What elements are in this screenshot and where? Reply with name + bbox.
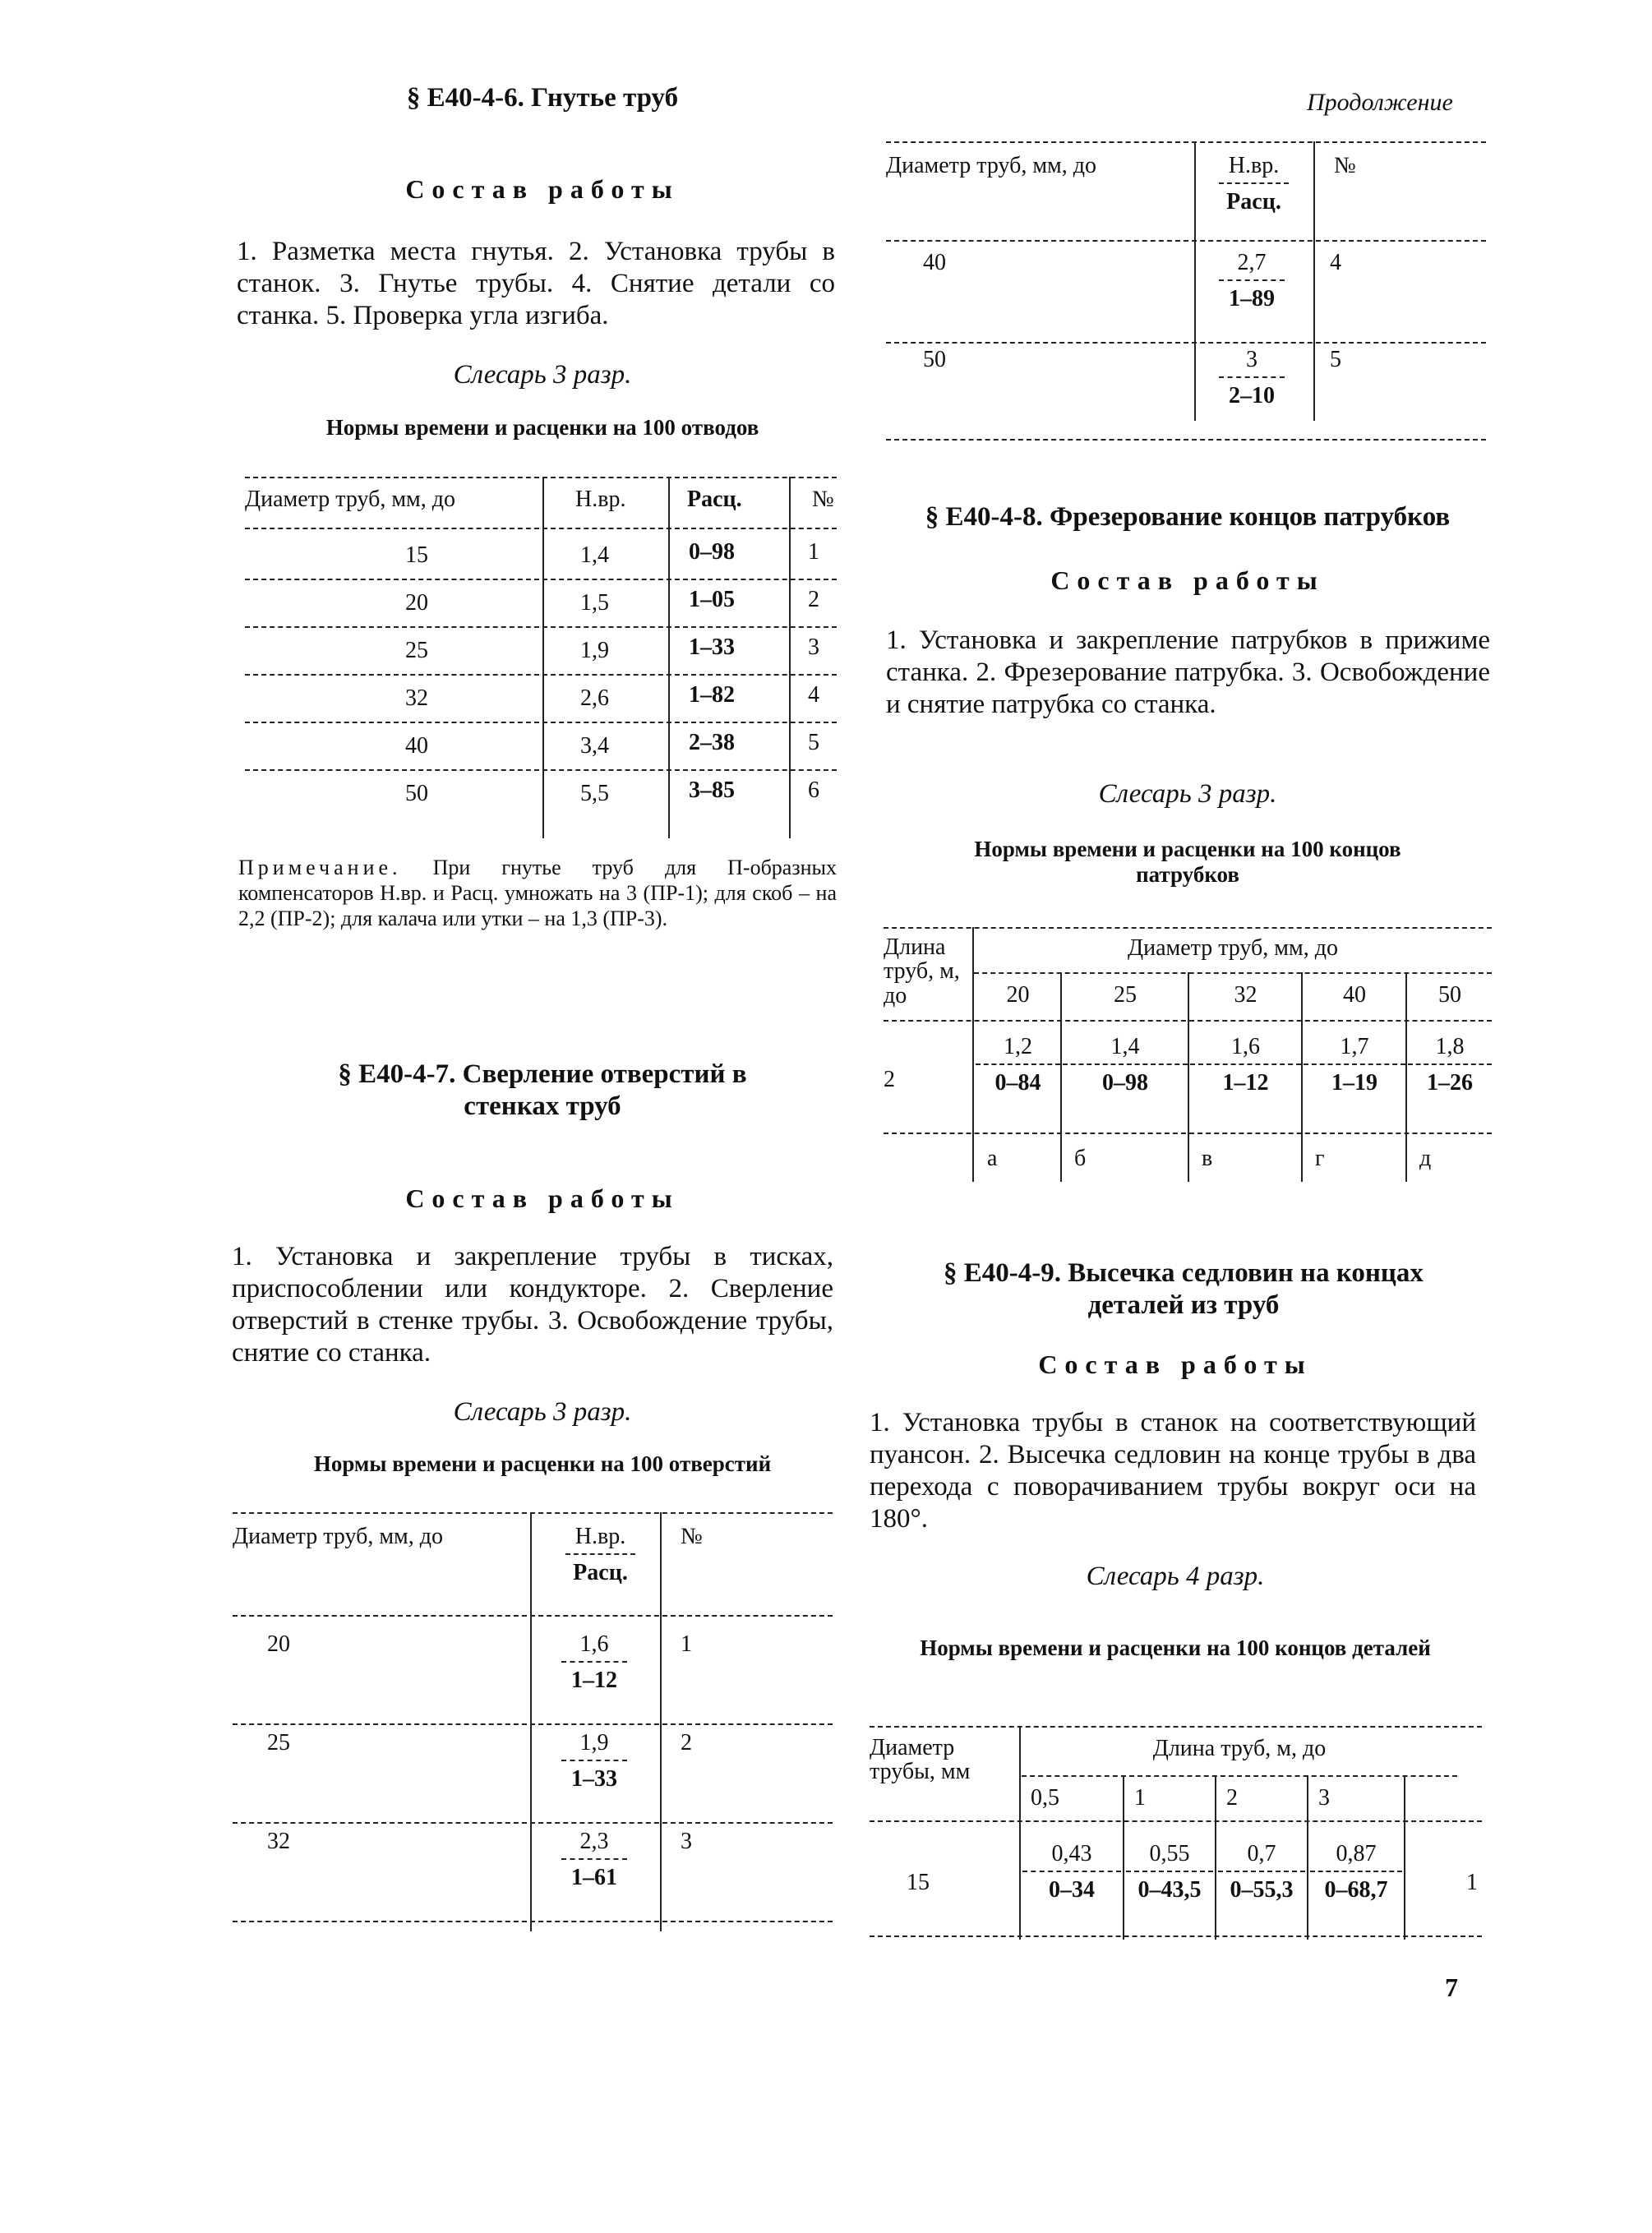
table-cell-hvr-rasc	[561, 1730, 627, 1792]
note-text: При гнутье труб для П-образных компенсаторов Н.вр. и Расц. умножать на 3 (ПР-1); для скоб – на 2,2 (ПР-2); для калача или утки – на 1,3 (ПР-3).	[238, 856, 837, 931]
hvr-value: 0,87	[1336, 1841, 1377, 1866]
col-letter: б	[1074, 1146, 1087, 1171]
hvr-rasc-header	[1219, 153, 1289, 215]
table-cell-num: 4	[1330, 250, 1341, 275]
section-7-worker: Слесарь 3 разр.	[453, 1397, 632, 1427]
table-cell-hvr-rasc	[1190, 1034, 1301, 1096]
table-cell-hvr: 1,4	[580, 542, 609, 568]
table-cell-diameter: 32	[267, 1829, 290, 1854]
group-header: Диаметр труб, мм, до	[1127, 935, 1338, 961]
table-cell-hvr-rasc	[1304, 1034, 1405, 1096]
col0-header: Диаметр трубы, мм	[870, 1735, 971, 1785]
table-cell-rasc: 1–33	[689, 634, 735, 660]
section-8-worker: Слесарь 3 разр.	[1098, 779, 1277, 809]
row-divider	[233, 1921, 833, 1922]
hvr-value: 0,55	[1149, 1841, 1190, 1866]
hvr-label: Н.вр.	[575, 1524, 626, 1549]
section-6-note	[238, 855, 837, 932]
table-cell-num: 5	[1330, 347, 1341, 372]
col-diameter-header: Диаметр труб, мм, до	[245, 487, 456, 512]
table-cell-hvr: 2,6	[580, 685, 609, 711]
table-cell-hvr-rasc	[1408, 1034, 1492, 1096]
section-9-title: § Е40-4-9. Высечка седловин на концах деталей из труб	[944, 1258, 1424, 1320]
row-divider	[886, 439, 1486, 441]
table-cell-num: 1	[681, 1631, 692, 1657]
table-cell-num: 3	[808, 634, 819, 660]
table-cell-rasc: 2–38	[689, 730, 735, 755]
table-cell-hvr-rasc	[1219, 347, 1285, 409]
table-cell-hvr: 1,5	[580, 590, 609, 616]
hvr-value: 1,7	[1340, 1034, 1369, 1059]
table-cell-diameter: 40	[923, 250, 946, 275]
section-8-work-heading: Состав работы	[1050, 565, 1325, 595]
table-cell-num: 2	[808, 587, 819, 612]
rasc-value: 2–10	[1219, 376, 1285, 409]
row-label: 15	[907, 1870, 930, 1895]
row-divider	[233, 1822, 833, 1824]
section-6-worker: Слесарь 3 разр.	[453, 360, 632, 390]
rasc-value: 1–12	[561, 1661, 627, 1694]
col-header: 20	[1006, 982, 1030, 1008]
row-divider	[245, 769, 837, 771]
row-divider	[886, 342, 1486, 344]
table-cell-diameter: 15	[405, 542, 428, 568]
hvr-value: 1,2	[1004, 1034, 1032, 1059]
hvr-value: 0,43	[1051, 1841, 1092, 1866]
section-8-title: § Е40-4-8. Фрезерование концов патрубков	[925, 502, 1451, 532]
note-label: Примечание.	[238, 856, 402, 879]
row-label: 2	[884, 1067, 895, 1092]
col-header: 32	[1234, 982, 1257, 1008]
col-num-header: №	[812, 487, 834, 512]
col-header: 50	[1438, 982, 1461, 1008]
col-header: 40	[1343, 982, 1366, 1008]
rasc-value: 0–68,7	[1310, 1871, 1402, 1903]
section-6-work-text: 1. Разметка места гнутья. 2. Установка трубы в станок. 3. Гнутье трубы. 4. Снятие детали со станка. 5. Проверка угла изгиба.	[237, 237, 835, 330]
col-header: 0,5	[1031, 1785, 1059, 1811]
rasc-value: 1–26	[1408, 1063, 1492, 1096]
col-rasc-header: Расц.	[687, 487, 742, 512]
table-cell-hvr-rasc	[561, 1829, 627, 1891]
table-cell-hvr-rasc	[1022, 1841, 1121, 1903]
row-divider	[245, 722, 837, 723]
row-num: 1	[1466, 1870, 1478, 1895]
rasc-value: 1–19	[1304, 1063, 1405, 1096]
rasc-value: 0–43,5	[1126, 1871, 1213, 1903]
table-cell-hvr-rasc	[561, 1631, 627, 1694]
table-cell-diameter: 25	[267, 1730, 290, 1755]
col-letter: д	[1419, 1146, 1432, 1171]
table-cell-rasc: 1–05	[689, 587, 735, 612]
rasc-value: 1–33	[561, 1760, 627, 1792]
hvr-value: 1,9	[579, 1730, 609, 1755]
rasc-value: 0–98	[1063, 1063, 1188, 1096]
table-cell-diameter: 20	[405, 590, 428, 616]
col0-header: Длина труб, м, до	[884, 934, 960, 1008]
table-cell-diameter: 25	[405, 638, 428, 663]
col-diameter-header: Диаметр труб, мм, до	[233, 1524, 444, 1549]
row-divider	[245, 626, 837, 628]
col-hvr-header: Н.вр.	[575, 487, 626, 512]
section-8-work-text: 1. Установка и закрепление патрубков в прижиме станка. 2. Фрезерование патрубка. 3. Освобождение и снятие патрубка со станка.	[886, 625, 1490, 719]
section-9-worker: Слесарь 4 разр.	[1086, 1562, 1265, 1591]
rasc-label: Расц.	[1219, 182, 1289, 215]
table-cell-num: 6	[808, 777, 819, 803]
rasc-value: 1–12	[1190, 1063, 1301, 1096]
table-cell-hvr-rasc	[1310, 1841, 1402, 1903]
hvr-label: Н.вр.	[1228, 153, 1280, 178]
row-divider	[245, 674, 837, 676]
hvr-rasc-header	[565, 1524, 635, 1586]
hvr-value: 1,8	[1435, 1034, 1465, 1059]
rasc-label: Расц.	[565, 1553, 635, 1586]
table-cell-diameter: 20	[267, 1631, 290, 1657]
col-header: 25	[1114, 982, 1137, 1008]
col-header: 3	[1318, 1785, 1330, 1811]
page-number: 7	[1445, 1972, 1458, 2002]
section-7-work-heading: Состав работы	[405, 1183, 680, 1213]
section-9-work-text: 1. Установка трубы в станок на соответствующий пуансон. 2. Высечка седловин на конце трубы в два перехода с поворачиванием трубы вокруг оси на 180°.	[870, 1408, 1476, 1534]
table-cell-num: 4	[808, 682, 819, 708]
hvr-value: 0,7	[1247, 1841, 1276, 1866]
section-9-work-heading: Состав работы	[1038, 1349, 1313, 1379]
col-num-header: №	[1334, 153, 1356, 178]
table-cell-rasc: 3–85	[689, 777, 735, 803]
section-6-work-heading: Состав работы	[405, 174, 680, 204]
section-7-norms-title: Нормы времени и расценки на 100 отверстий	[313, 1451, 772, 1476]
col-diameter-header: Диаметр труб, мм, до	[886, 153, 1097, 178]
table-cell-hvr-rasc	[976, 1034, 1060, 1096]
rasc-value: 0–34	[1022, 1871, 1121, 1903]
hvr-value: 2,3	[579, 1829, 609, 1854]
table-cell-hvr-rasc	[1218, 1841, 1305, 1903]
hvr-value: 3	[1246, 347, 1257, 372]
rasc-value: 1–89	[1219, 279, 1285, 312]
rasc-value: 0–84	[976, 1063, 1060, 1096]
hvr-value: 1,4	[1110, 1034, 1140, 1059]
section-6-title: § Е40-4-6. Гнутье труб	[406, 83, 679, 113]
group-header: Длина труб, м, до	[1152, 1736, 1327, 1761]
col-header: 1	[1134, 1785, 1146, 1811]
section-7-work-text: 1. Установка и закрепление трубы в тисках, приспособлении или кондукторе. 2. Сверление отверстий в стенке трубы. 3. Освобождение трубы, снятие со станка.	[232, 1242, 833, 1368]
col-header: 2	[1226, 1785, 1238, 1811]
hvr-value: 1,6	[579, 1631, 609, 1657]
table-cell-diameter: 50	[405, 781, 428, 806]
table-cell-rasc: 0–98	[689, 539, 735, 565]
table-cell-num: 5	[808, 730, 819, 755]
table-cell-num: 2	[681, 1730, 692, 1755]
table-cell-rasc: 1–82	[689, 682, 735, 708]
col-letter: г	[1315, 1146, 1325, 1171]
table-cell-hvr: 3,4	[580, 733, 609, 759]
table-cell-hvr: 1,9	[580, 638, 609, 663]
rasc-value: 0–55,3	[1218, 1871, 1305, 1903]
table-cell-num: 1	[808, 539, 819, 565]
table-cell-num: 3	[681, 1829, 692, 1854]
section-9-norms-title: Нормы времени и расценки на 100 концов деталей	[920, 1636, 1431, 1660]
hvr-value: 1,6	[1231, 1034, 1260, 1059]
table-cell-hvr-rasc	[1063, 1034, 1188, 1096]
section-7-title: § Е40-4-7. Сверление отверстий в стенках труб	[338, 1059, 747, 1121]
table-cell-hvr-rasc	[1126, 1841, 1213, 1903]
row-divider	[245, 579, 837, 580]
table-cell-hvr: 5,5	[580, 781, 609, 806]
table-cell-diameter: 50	[923, 347, 946, 372]
table-cell-hvr-rasc	[1219, 250, 1285, 312]
col-letter: в	[1202, 1146, 1213, 1171]
section-6-norms-title: Нормы времени и расценки на 100 отводов	[325, 415, 759, 440]
continuation-label: Продолжение	[1307, 89, 1453, 116]
col-letter: а	[987, 1146, 998, 1171]
col-num-header: №	[681, 1524, 703, 1549]
section-8-norms-title: Нормы времени и расценки на 100 концов патрубков	[974, 837, 1401, 888]
table-cell-diameter: 40	[405, 733, 428, 759]
row-divider	[233, 1723, 833, 1725]
rasc-value: 1–61	[561, 1858, 627, 1891]
hvr-value: 2,7	[1237, 250, 1267, 275]
table-cell-diameter: 32	[405, 685, 428, 711]
